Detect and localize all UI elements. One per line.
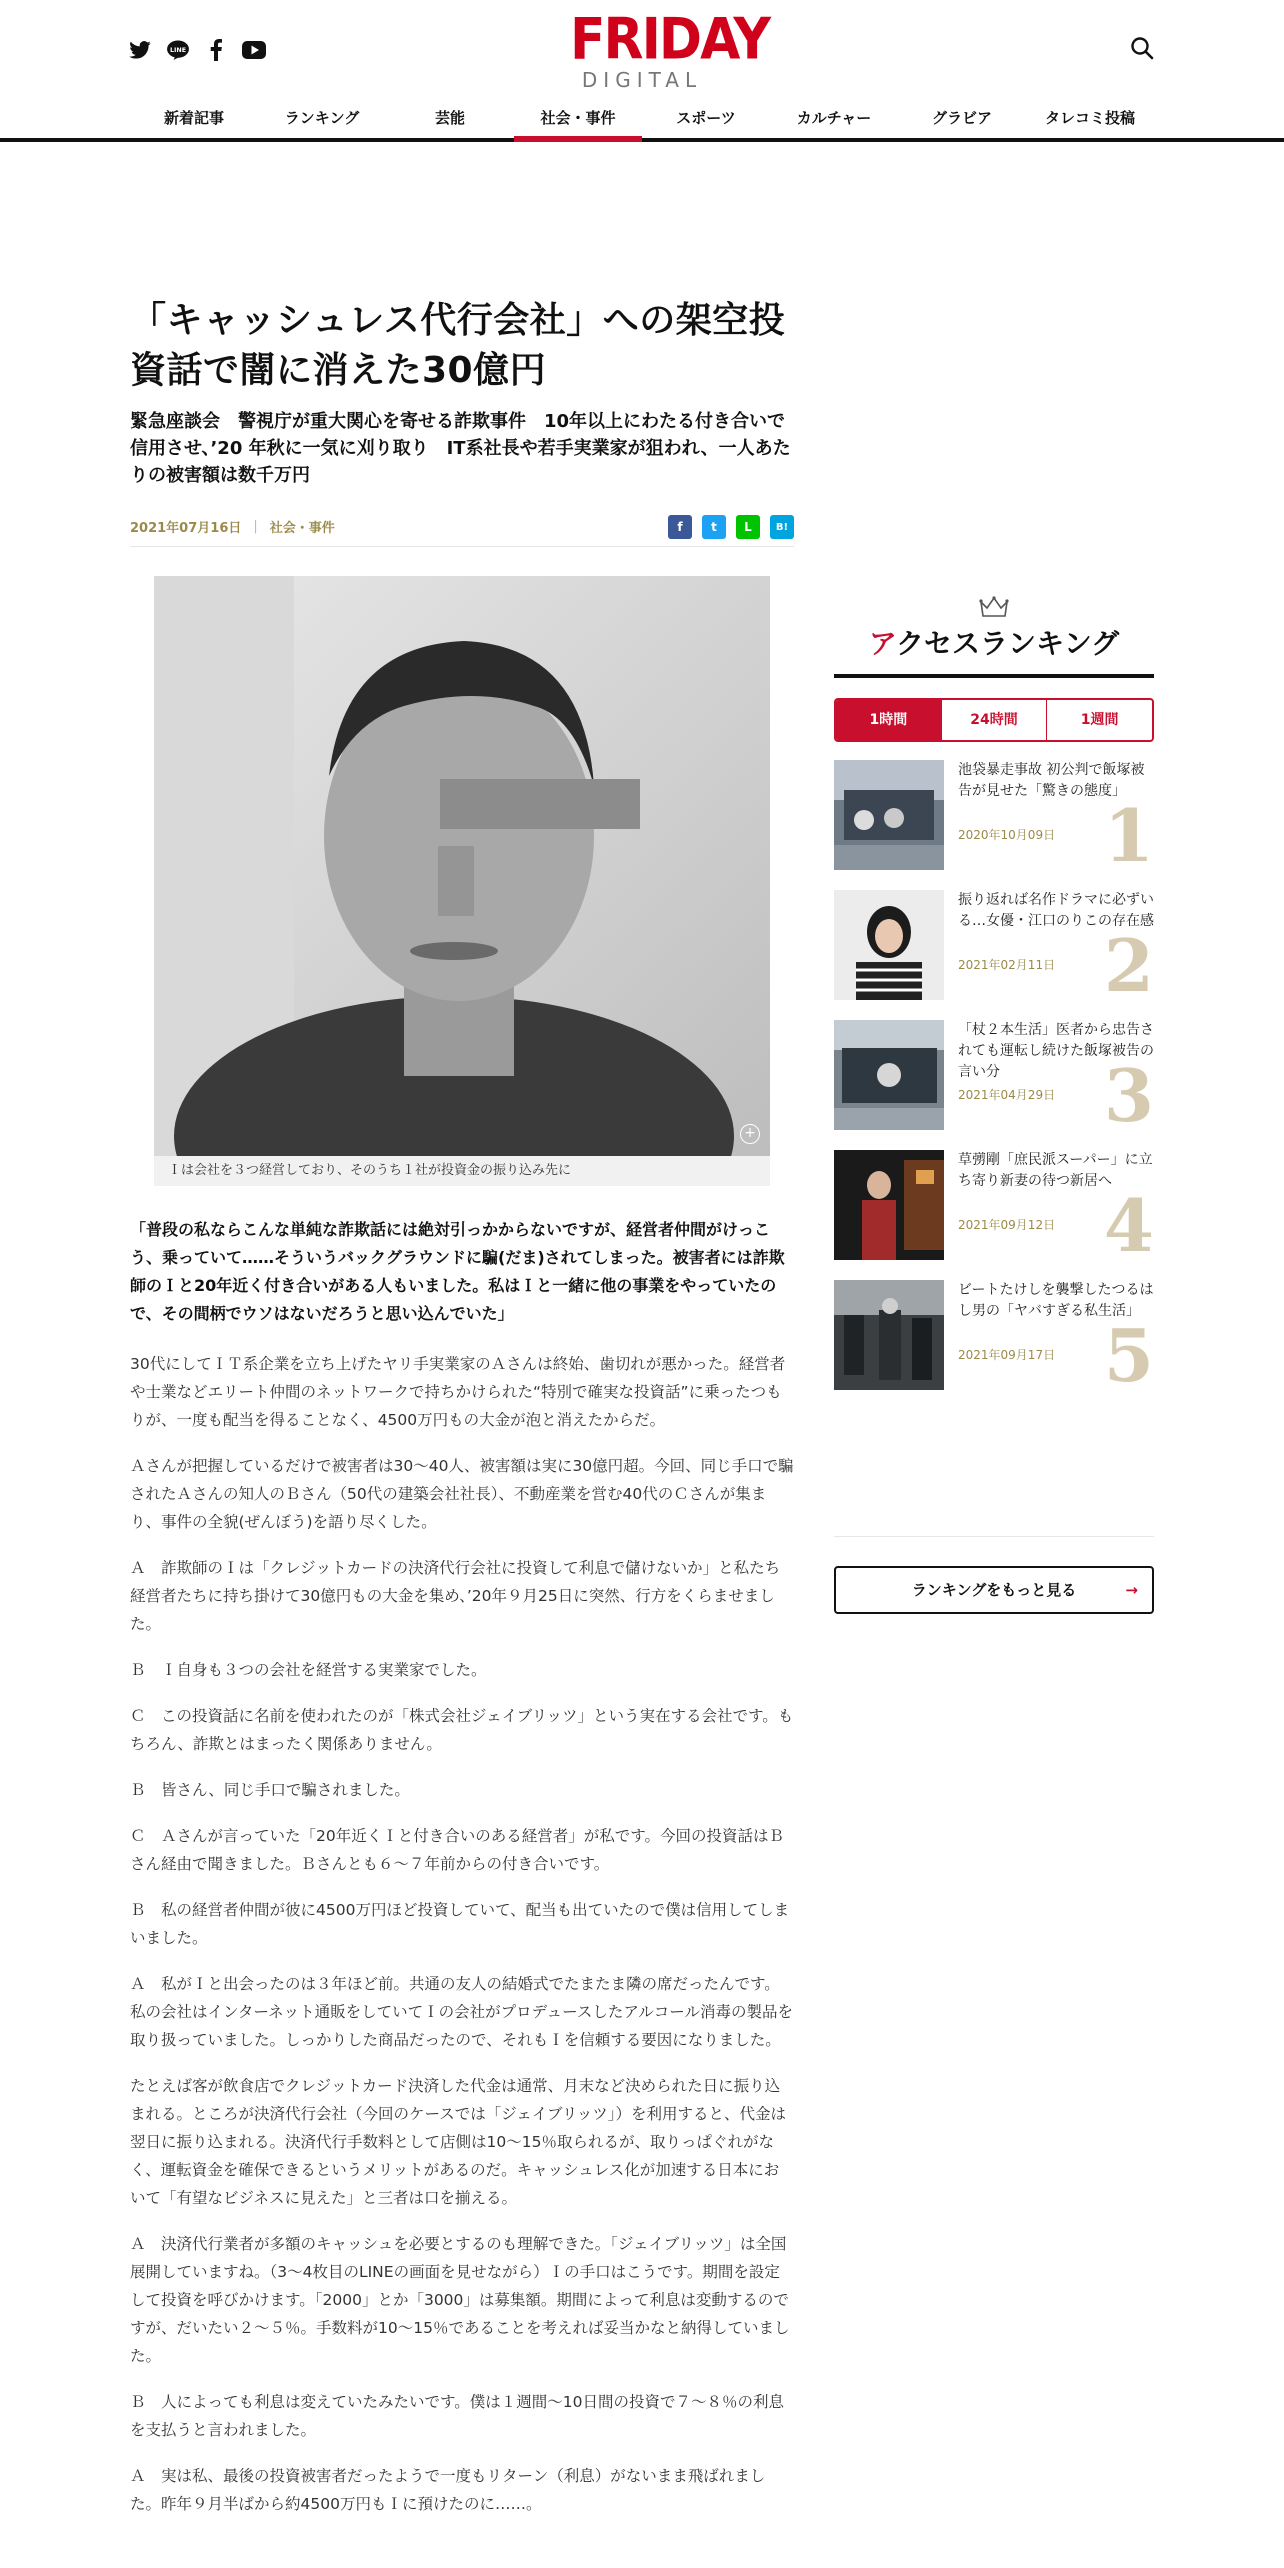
- paragraph: たとえば客が飲食店でクレジットカード決済した代金は通常、月末など決められた日に振り込まれる。ところが決済代行会社（今回のケースでは「ジェイブリッツ」）を利用すると、代金は翌日に振り込まれる。決済代行手数料として店側は10〜15％取られるが、取りっぱぐれがなく、運転資金を確保できるというメリットがあるのだ。キャッシュレス化が加速する日本において「有望なビジネスに見えた」と三者は口を揃える。: [130, 2077, 786, 2207]
- ranking-item-title[interactable]: 振り返れば名作ドラマに必ずいる…女優・江口のりこの存在感: [958, 892, 1154, 929]
- nav-item-ranking[interactable]: ランキング: [284, 109, 360, 127]
- line-icon[interactable]: [166, 38, 190, 62]
- paragraph: Ｂ 私の経営者仲間が彼に4500万円ほど投資していて、配当も出ていたので僕は信用してしまいました。: [130, 1901, 790, 1947]
- site-header: [0, 0, 1284, 142]
- ranking-item-date: 2021年04月29日: [958, 1088, 1056, 1102]
- nav-item-sports[interactable]: スポーツ: [676, 109, 736, 127]
- facebook-share-icon[interactable]: f: [668, 515, 692, 539]
- sidebar-divider: [834, 1536, 1154, 1537]
- paragraph: Ａ 私がＩと出会ったのは３年ほど前。共通の友人の結婚式でたまたま隣の席だったんです。私の会社はインターネット通販をしていてＩの会社がプロデュースしたアルコール消毒の製品を取り扱っていました。しっかりした商品だったので、それもＩを信頼する要因になりました。: [130, 1975, 793, 2049]
- paragraph: Ａさんが把握しているだけで被害者は30〜40人、被害額は実に30億円超。今回、同じ手口で騙されたＡさんの知人のＢさん（50代の建築会社社長）、不動産業を営む40代のＣさんが集まり、事件の全貌(ぜんぼう)を語り尽くした。: [130, 1457, 794, 1531]
- ranking-item[interactable]: [834, 1150, 1154, 1280]
- article-subtitle: 緊急座談会 警視庁が重大関心を寄せる詐欺事件 10年以上にわたる付き合いで信用させ、’20 年秋に一気に刈り取り IT系社長や若手実業家が狙われ、一人あたりの被害額は数千万円: [130, 411, 791, 486]
- ranking-item-title[interactable]: 池袋暴走事故 初公判で飯塚被告が見せた「驚きの態度」: [958, 762, 1145, 799]
- article: [130, 296, 794, 2513]
- ranking-item[interactable]: [834, 760, 1154, 890]
- facebook-icon[interactable]: [204, 38, 228, 62]
- share-buttons: [668, 515, 794, 539]
- more-ranking-label: ランキングをもっと見る: [911, 1581, 1077, 1599]
- svg-text:LINE: LINE: [169, 46, 187, 54]
- main-nav: [130, 104, 1154, 142]
- twitter-icon[interactable]: [128, 38, 152, 62]
- ranking-title-accent: ア: [868, 627, 896, 660]
- ranking-list: [834, 760, 1154, 1410]
- ranking-number: 5: [1103, 1313, 1154, 1398]
- face-censor-bar: [440, 779, 640, 829]
- ranking-item-title[interactable]: 「杖２本生活」医者から忠告されても運転し続けた飯塚被告の言い分: [958, 1022, 1154, 1080]
- ranking-item-title[interactable]: 草彅剛「庶民派スーパー」に立ち寄り新妻の待つ新居へ: [958, 1152, 1153, 1189]
- social-links: [128, 38, 266, 62]
- ranking-tabs: [834, 698, 1154, 742]
- twitter-share-icon[interactable]: t: [702, 515, 726, 539]
- logo-line1: FRIDAY: [570, 6, 769, 73]
- crown-icon: [834, 596, 1154, 620]
- nav-item-tip-submit[interactable]: タレコミ投稿: [1044, 109, 1135, 127]
- photo-caption: Ｉは会社を３つ経営しており、そのうち１社が投資金の振り込み先に: [154, 1156, 770, 1186]
- ranking-thumbnail: [834, 1020, 944, 1130]
- ranking-thumbnail: [834, 1280, 944, 1390]
- more-ranking-button[interactable]: [834, 1566, 1154, 1614]
- ranking-item-date: 2021年02月11日: [958, 958, 1056, 972]
- ranking-item[interactable]: [834, 1020, 1154, 1150]
- article-meta: [130, 507, 794, 547]
- ranking-item[interactable]: [834, 1280, 1154, 1410]
- ranking-thumbnail: [834, 890, 944, 1000]
- tab-1h[interactable]: 1時間: [836, 700, 941, 740]
- tab-1w[interactable]: 1週間: [1046, 700, 1152, 740]
- ranking-divider: [834, 674, 1154, 678]
- paragraph: Ｂ Ｉ自身も３つの会社を経営する実業家でした。: [130, 1661, 487, 1679]
- ranking-thumbnail: [834, 1150, 944, 1260]
- paragraph: Ａ 決済代行業者が多額のキャッシュを必要とするのも理解できた。「ジェイブリッツ」は全国展開していますね。（3〜4枚目のLINEの画面を見せながら）Ｉの手口はこうです。期間を設定して投資を呼びかけます。「2000」とか「3000」は募集額。期間によって利息は変動するのですが、だいたい２〜５％。手数料が10〜15％であることを考えれば妥当かなと納得していました。: [130, 2235, 790, 2365]
- youtube-icon[interactable]: [242, 38, 266, 62]
- meta-separator: |: [253, 519, 258, 534]
- article-lead: 「普段の私ならこんな単純な詐欺話には絶対引っかからないですが、経営者仲間がけっこう、乗っていて……そういうバックグラウンドに騙(だま)されてしまった。被害者には詐欺師のＩと20年近く付き合いがある人もいました。私はＩと一緒に他の事業をやっていたので、その間柄でウソはないだろうと思い込んでいた」: [130, 1220, 785, 1323]
- paragraph: Ｂ 皆さん、同じ手口で騙されました。: [130, 1781, 410, 1799]
- ranking-item-date: 2020年10月09日: [958, 828, 1056, 842]
- ranking-item-date: 2021年09月17日: [958, 1348, 1056, 1362]
- ranking-thumbnail: [834, 760, 944, 870]
- ranking-number: 4: [1103, 1183, 1154, 1268]
- paragraph: Ａ 実は私、最後の投資被害者だったようで一度もリターン（利息）がないまま飛ばれました。昨年９月半ばから約4500万円もＩに預けたのに……。: [130, 2467, 766, 2513]
- article-date: 2021年07月16日: [130, 521, 242, 536]
- ranking-item[interactable]: [834, 890, 1154, 1020]
- search-icon[interactable]: [1130, 36, 1156, 62]
- site-logo[interactable]: [570, 6, 769, 92]
- ranking-number: 2: [1103, 923, 1154, 1008]
- paragraph: Ｃ Ａさんが言っていた「20年近くＩと付き合いのある経営者」が私です。今回の投資話はＢさん経由で聞きました。Ｂさんとも６〜７年前からの付き合いです。: [130, 1827, 784, 1873]
- arrow-right-icon: →: [1125, 1581, 1138, 1599]
- article-category[interactable]: 社会・事件: [269, 521, 335, 536]
- article-photo[interactable]: [154, 576, 770, 1156]
- nav-item-new[interactable]: 新着記事: [163, 109, 224, 127]
- ranking-title: [834, 624, 1154, 664]
- zoom-icon[interactable]: +: [740, 1124, 760, 1144]
- hatena-share-icon[interactable]: B!: [770, 515, 794, 539]
- ranking-item-title[interactable]: ビートたけしを襲撃したつるはし男の「ヤバすぎる私生活」: [958, 1282, 1154, 1319]
- ranking-number: 3: [1103, 1053, 1154, 1138]
- ranking-title-rest: クセスランキング: [896, 627, 1120, 660]
- article-title: 「キャッシュレス代行会社」への架空投資話で闇に消えた30億円: [130, 300, 786, 391]
- access-ranking: [834, 596, 1154, 1410]
- article-body: [130, 1216, 794, 2536]
- paragraph: 30代にしてＩＴ系企業を立ち上げたヤリ手実業家のＡさんは終始、歯切れが悪かった。経営者や士業などエリート仲間のネットワークで持ちかけられた“特別で確実な投資話”に乗ったつもりが、一度も配当を得ることなく、4500万円もの大金が泡と消えたからだ。: [130, 1355, 786, 1429]
- ranking-item-date: 2021年09月12日: [958, 1218, 1056, 1232]
- logo-line2: DIGITAL: [581, 68, 703, 92]
- tab-24h[interactable]: 24時間: [941, 700, 1047, 740]
- paragraph: Ｂ 人によっても利息は変えていたみたいです。僕は１週間〜10日間の投資で７〜８％の利息を支払うと言われました。: [130, 2393, 784, 2439]
- nav-item-entertainment[interactable]: 芸能: [434, 109, 465, 127]
- nav-item-culture[interactable]: カルチャー: [796, 109, 872, 127]
- paragraph: Ｃ この投資話に名前を使われたのが「株式会社ジェイブリッツ」という実在する会社です。もちろん、詐欺とはまったく関係ありません。: [130, 1707, 794, 1753]
- nav-item-society[interactable]: 社会・事件: [514, 104, 642, 142]
- paragraph: Ａ 詐欺師のＩは「クレジットカードの決済代行会社に投資して利息で儲けないか」と私たち経営者たちに持ち掛けて30億円もの大金を集め、’20年９月25日に突然、行方をくらませました。: [130, 1559, 781, 1633]
- nav-item-gravure[interactable]: グラビア: [931, 109, 992, 127]
- line-share-icon[interactable]: L: [736, 515, 760, 539]
- ranking-number: 1: [1103, 793, 1154, 878]
